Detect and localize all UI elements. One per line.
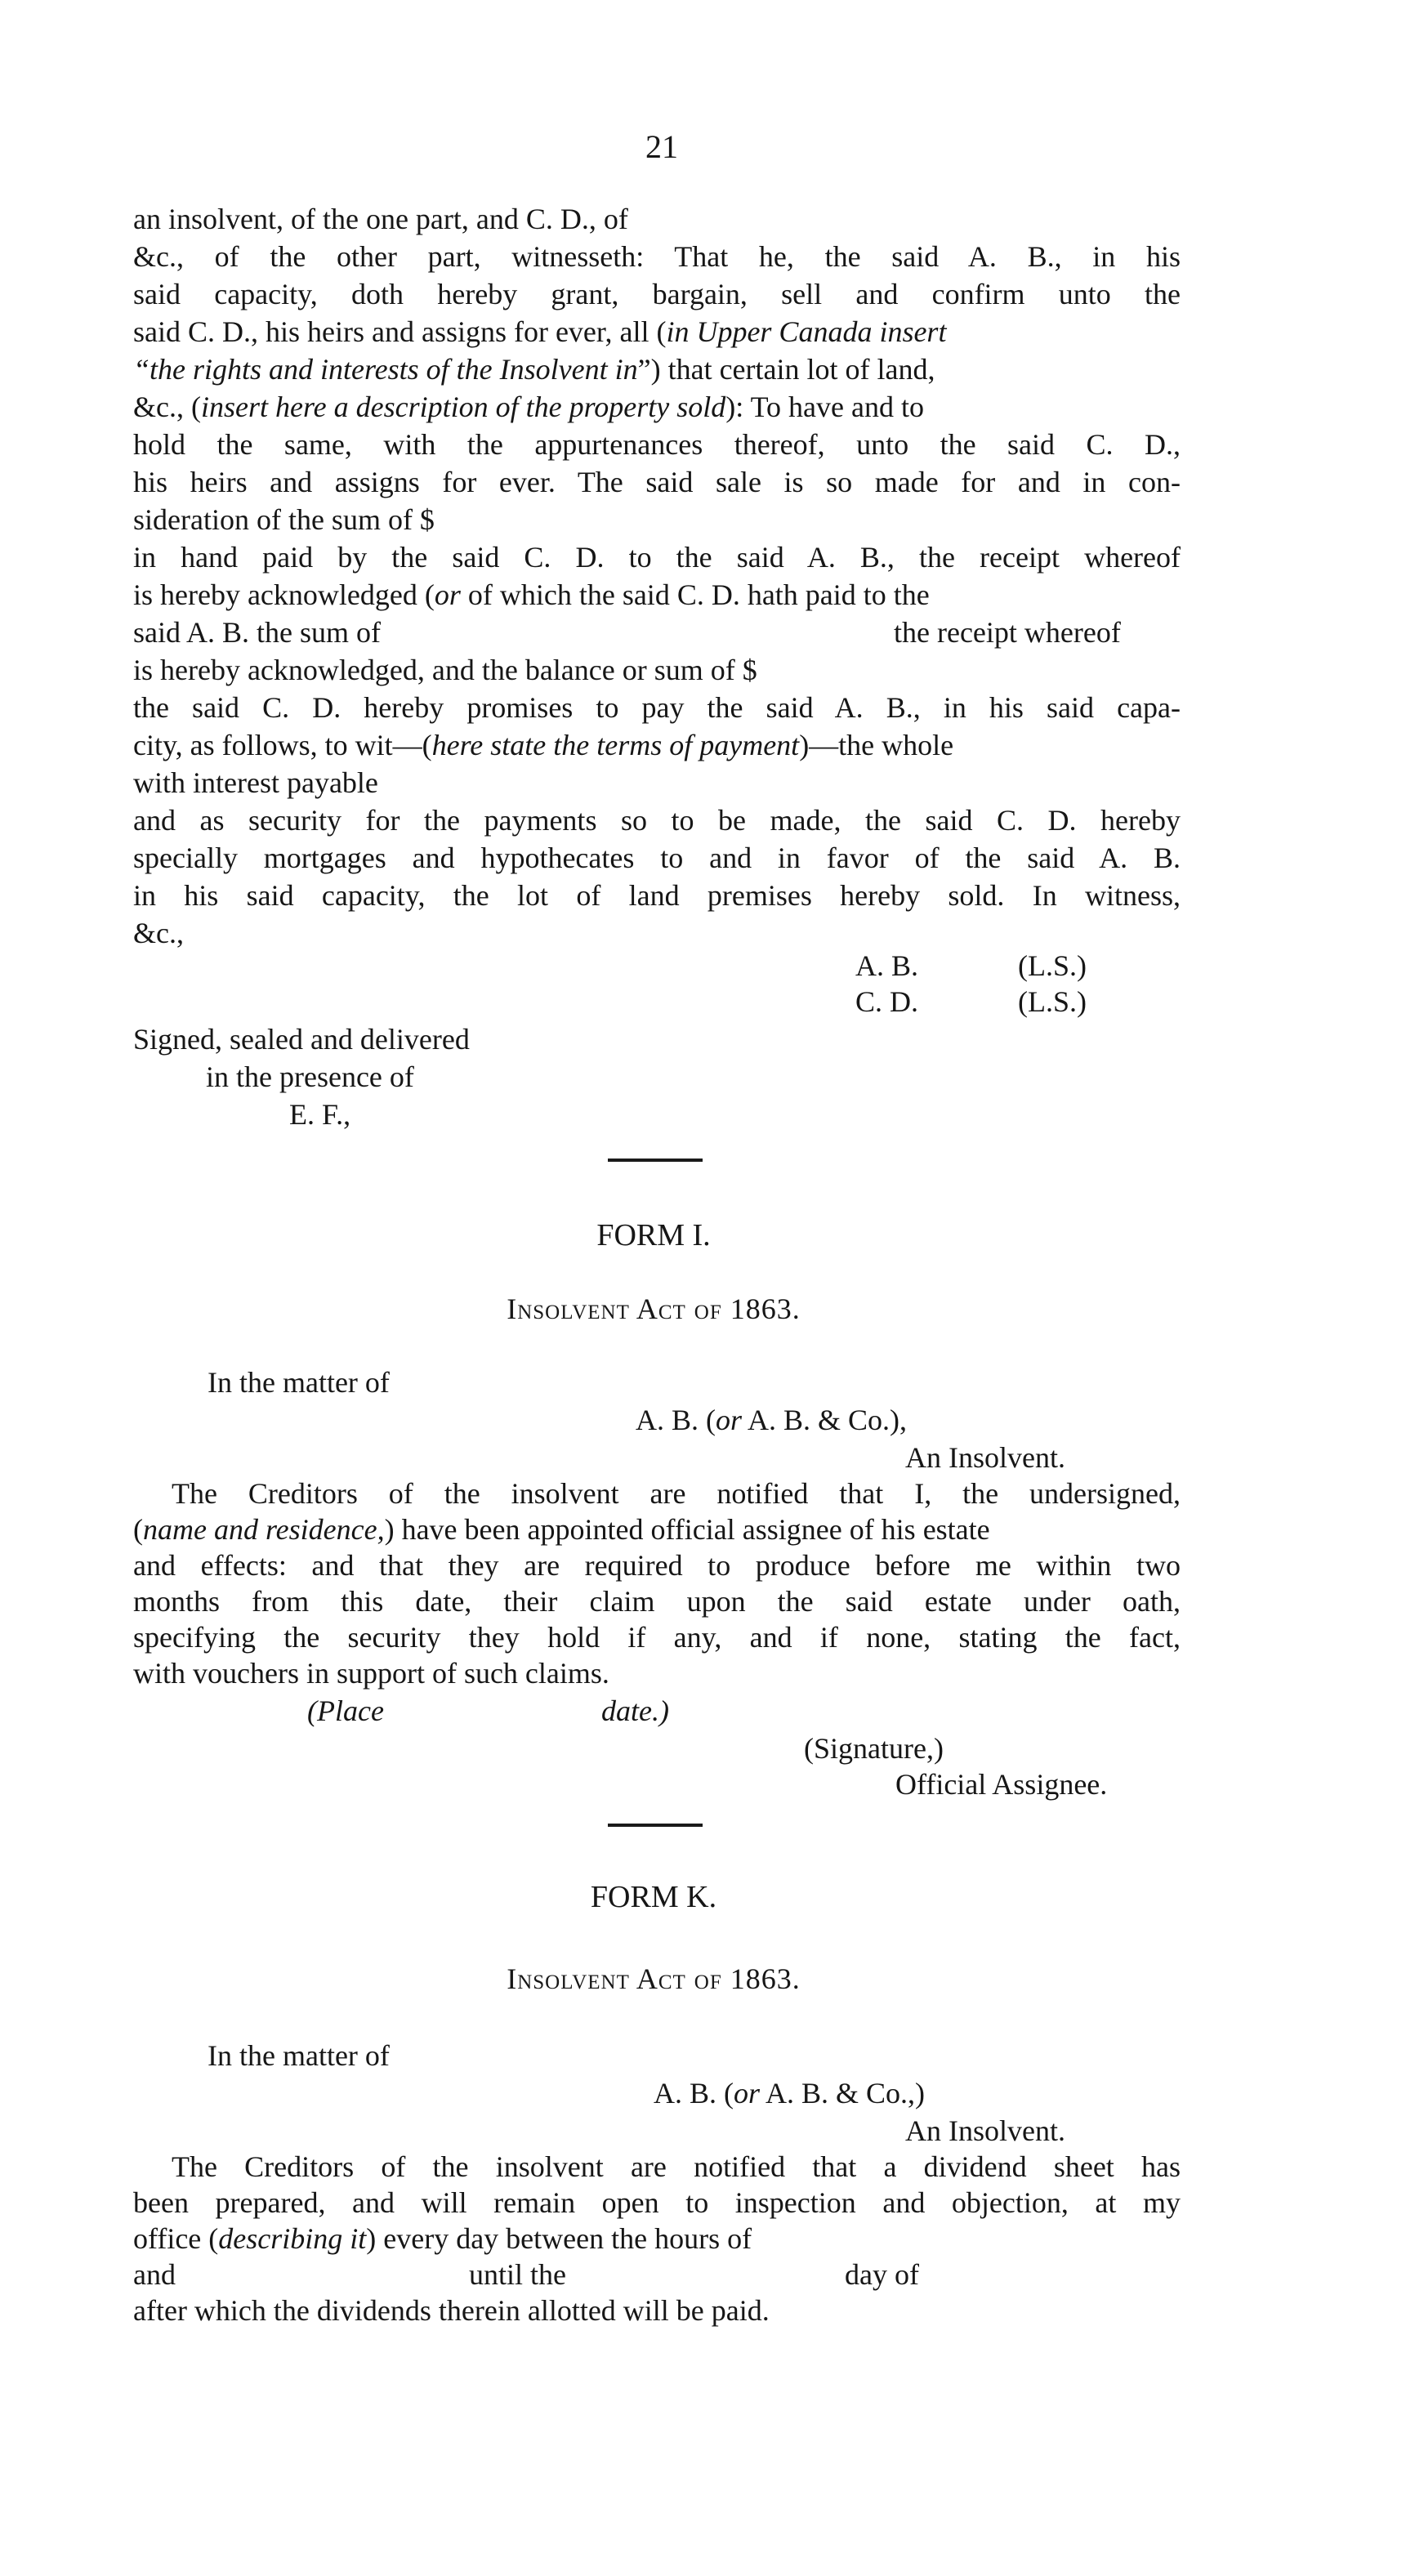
deed-line: the said C. D. hereby promises to pay the said A. B., in his said capa- [133,691,1181,724]
witness-line: in the presence of [206,1060,414,1093]
deed-line [133,351,935,387]
deed-text: city, as follows, to wit—( [133,729,432,761]
notice-line: The Creditors of the insolvent are notified that I, the undersigned, [172,1477,1181,1510]
date-label: date.) [601,1694,669,1727]
deed-line: hold the same, with the appurtenances thereof, unto the said C. D., [133,428,1181,461]
deed-line: the receipt whereof [894,616,1121,649]
deed-line: in hand paid by the said C. D. to the said A. B., the receipt whereof [133,541,1181,574]
notice-line: after which the dividends therein allotted will be paid. [133,2294,770,2327]
notice-text: office ( [133,2222,219,2255]
matter-of: In the matter of [208,2039,390,2072]
notice-line: months from this date, their claim upon the said estate under oath, [133,1585,1181,1618]
witness-line: Signed, sealed and delivered [133,1023,470,1056]
notice-line [133,2221,752,2257]
party-a: A. B. ( [636,1404,716,1436]
section-divider [608,1824,703,1827]
deed-line: specially mortgages and hypothecates to and in favor of the said A. B. [133,842,1181,874]
section-divider [608,1159,703,1162]
page-number: 21 [645,128,678,165]
deed-text: is hereby acknowledged ( [133,578,435,611]
notice-line: day of [845,2258,919,2291]
deed-text: )—the whole [799,729,954,761]
party-b: A. B. & Co.), [742,1404,908,1436]
deed-italic: insert here a description of the property sold [200,391,726,423]
notice-text: ( [133,1513,143,1546]
deed-line [133,314,1181,350]
deed-italic: in Upper Canada insert [666,315,947,348]
party-line [654,2075,925,2111]
matter-of: In the matter of [208,1366,390,1399]
party-or: or [716,1404,743,1436]
deed-line [133,727,953,763]
witness-line: E. F., [289,1098,351,1131]
insolvent-label: An Insolvent. [905,1441,1065,1474]
act-title: Insolvent Act of 1863. [507,1292,801,1325]
signature-seal: (L.S.) [1018,949,1087,982]
deed-text: ): To have and to [725,391,924,423]
signature-name: C. D. [855,985,919,1018]
deed-italic: here state the terms of payment [431,729,800,761]
insolvent-label: An Insolvent. [905,2114,1065,2147]
notice-line: The Creditors of the insolvent are notified that a dividend sheet has [172,2150,1181,2183]
form-heading: FORM K. [590,1880,717,1914]
deed-text: ”) that certain lot of land, [637,353,935,386]
deed-line: said capacity, doth hereby grant, bargain, sell and confirm unto the [133,278,1181,310]
notice-line: been prepared, and will remain open to inspection and objection, at my [133,2186,1181,2219]
deed-line: sideration of the sum of $ [133,503,435,536]
party-a: A. B. ( [654,2077,734,2109]
signature-name: A. B. [855,949,919,982]
party-or: or [734,2077,761,2109]
party-line [636,1402,907,1438]
notice-text: ) have been appointed official assignee of his estate [384,1513,990,1546]
notice-line: with vouchers in support of such claims. [133,1657,609,1690]
deed-text: &c., ( [133,391,201,423]
notice-line: until the [469,2258,566,2291]
notice-line: and effects: and that they are required to produce before me within two [133,1549,1181,1582]
signature-label: (Signature,) [804,1732,944,1765]
assignee-label: Official Assignee. [895,1768,1108,1801]
act-title: Insolvent Act of 1863. [507,1962,801,1995]
place-label: (Place [307,1694,384,1727]
deed-line: his heirs and assigns for ever. The said sale is so made for and in con- [133,466,1181,498]
signature-seal: (L.S.) [1018,985,1087,1018]
deed-line: said A. B. the sum of [133,616,381,649]
deed-line: &c., of the other part, witnesseth: That he, the said A. B., in his [133,240,1181,273]
notice-line [133,1511,990,1547]
deed-line [133,389,924,425]
deed-line: and as security for the payments so to be made, the said C. D. hereby [133,804,1181,837]
deed-line: &c., [133,917,184,949]
form-heading: FORM I. [596,1218,711,1252]
deed-line: is hereby acknowledged, and the balance or sum of $ [133,654,757,686]
notice-italic: describing it [218,2222,367,2255]
deed-italic: or [434,578,461,611]
notice-line: specifying the security they hold if any, and if none, stating the fact, [133,1621,1181,1654]
deed-line [133,577,930,613]
notice-italic: name and residence, [143,1513,385,1546]
deed-line: with interest payable [133,766,378,799]
deed-line: in his said capacity, the lot of land premises hereby sold. In witness, [133,879,1181,912]
notice-text: ) every day between the hours of [366,2222,752,2255]
deed-italic: “the rights and interests of the Insolvent in [133,353,638,386]
deed-line: an insolvent, of the one part, and C. D., of [133,203,628,235]
deed-text: said C. D., his heirs and assigns for ever, all ( [133,315,667,348]
party-b: A. B. & Co.,) [760,2077,926,2109]
deed-text: of which the said C. D. hath paid to the [460,578,930,611]
notice-line: and [133,2258,176,2291]
